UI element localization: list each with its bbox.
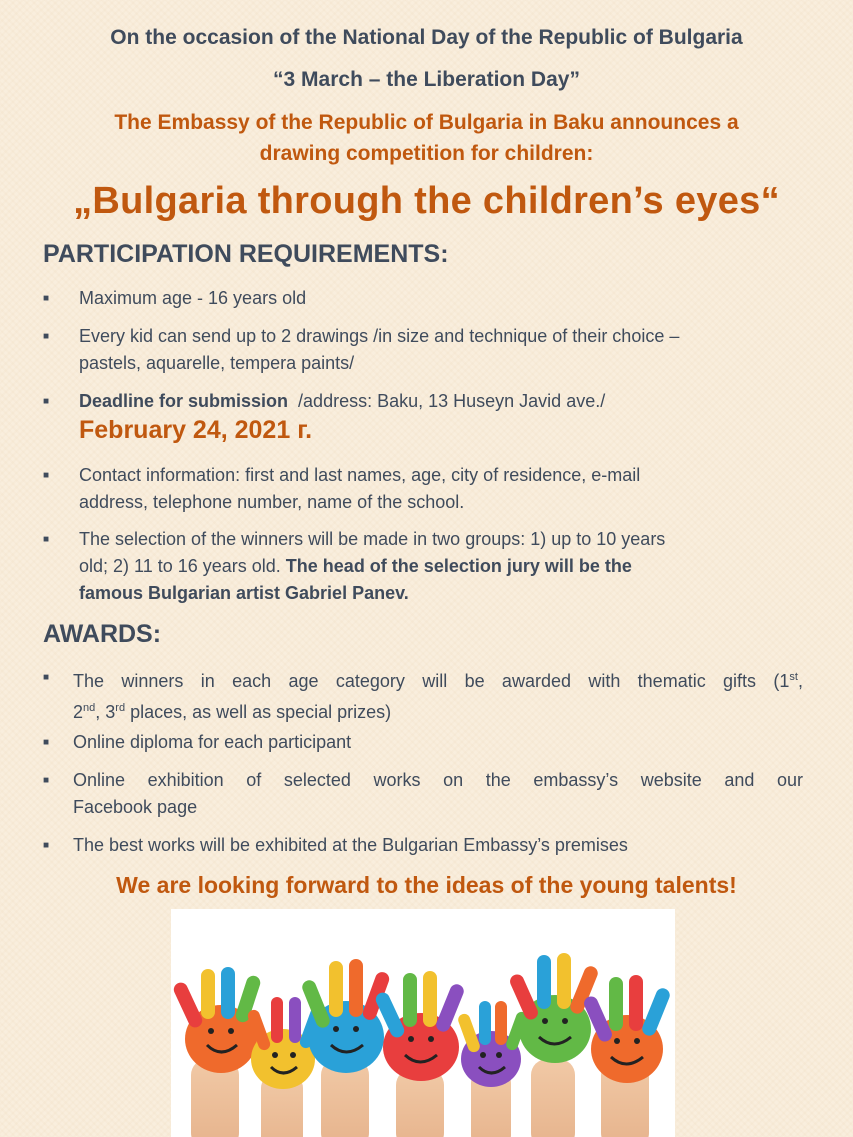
- award-text: Online diploma for each participant: [73, 732, 352, 752]
- bullet-icon: ■: [43, 737, 50, 748]
- jury-text: The head of the selection jury will be the: [285, 556, 632, 576]
- deadline-address: /address: Baku, 13 Huseyn Javid ave./: [288, 391, 606, 411]
- bullet-icon: ■: [43, 396, 50, 407]
- jury-text-line3: famous Bulgarian artist Gabriel Panev.: [79, 583, 409, 603]
- header-line1: On the occasion of the National Day of the Republic of Bulgaria: [110, 26, 743, 49]
- award-text-2: 2: [73, 702, 84, 722]
- requirement-text-line1: Contact information: first and last names, age, city of residence, e-mail: [79, 465, 641, 485]
- requirement-item-deadline: [43, 388, 803, 448]
- award-text-comma: ,: [797, 671, 803, 691]
- bullet-icon: ■: [43, 840, 50, 851]
- requirement-item: [43, 462, 803, 516]
- bullet-icon: ■: [43, 331, 50, 342]
- ordinal-suffix: nd: [83, 702, 96, 714]
- announcement-line2: drawing competition for children:: [259, 142, 594, 165]
- closing-line: We are looking forward to the ideas of the young talents!: [116, 872, 737, 898]
- requirement-text-line2: pastels, aquarelle, tempera paints/: [79, 353, 355, 373]
- ordinal-suffix: rd: [115, 702, 126, 714]
- competition-title: „Bulgaria through the children’s eyes“: [73, 180, 780, 222]
- requirement-text-line2: old; 2) 11 to 16 years old.: [79, 556, 286, 576]
- header-line2: “3 March – the Liberation Day”: [273, 68, 580, 91]
- award-text-3: , 3: [95, 702, 116, 722]
- painted-hands-illustration: [171, 909, 675, 1137]
- award-text: The best works will be exhibited at the Bulgarian Embassy’s premises: [73, 835, 628, 855]
- ordinal-suffix: st: [789, 671, 798, 683]
- award-item: [43, 767, 803, 821]
- requirement-item: [43, 526, 803, 607]
- award-item: [43, 832, 803, 859]
- requirement-item: [43, 323, 803, 377]
- requirement-item: [43, 285, 803, 312]
- award-item: [43, 729, 803, 756]
- award-text-line1: The winners in each age category will be awarded with thematic gifts (1: [73, 671, 790, 691]
- painted-hands-image: [171, 909, 675, 1137]
- awards-heading: AWARDS:: [43, 620, 162, 648]
- deadline-label: Deadline for submission: [79, 391, 289, 411]
- bullet-icon: ■: [43, 293, 50, 304]
- award-item: [43, 664, 803, 722]
- requirement-text-line1: Every kid can send up to 2 drawings /in size and technique of their choice –: [79, 326, 680, 346]
- bullet-icon: ■: [43, 775, 50, 786]
- requirement-text: Maximum age - 16 years old: [79, 288, 307, 308]
- requirements-heading: PARTICIPATION REQUIREMENTS:: [43, 240, 449, 268]
- deadline-date: February 24, 2021 г.: [79, 416, 313, 444]
- bullet-icon: ■: [43, 672, 50, 683]
- bullet-icon: ■: [43, 534, 50, 545]
- award-text-line1: Online exhibition of selected works on the embassy’s website and our: [73, 770, 803, 790]
- award-text-line2: Facebook page: [73, 797, 198, 817]
- requirement-text-line2: address, telephone number, name of the school.: [79, 492, 465, 512]
- bullet-icon: ■: [43, 470, 50, 481]
- award-text-line2: places, as well as special prizes): [125, 702, 392, 722]
- requirement-text-line1: The selection of the winners will be made in two groups: 1) up to 10 years: [79, 529, 666, 549]
- announcement-line1: The Embassy of the Republic of Bulgaria in Baku announces a: [114, 111, 739, 134]
